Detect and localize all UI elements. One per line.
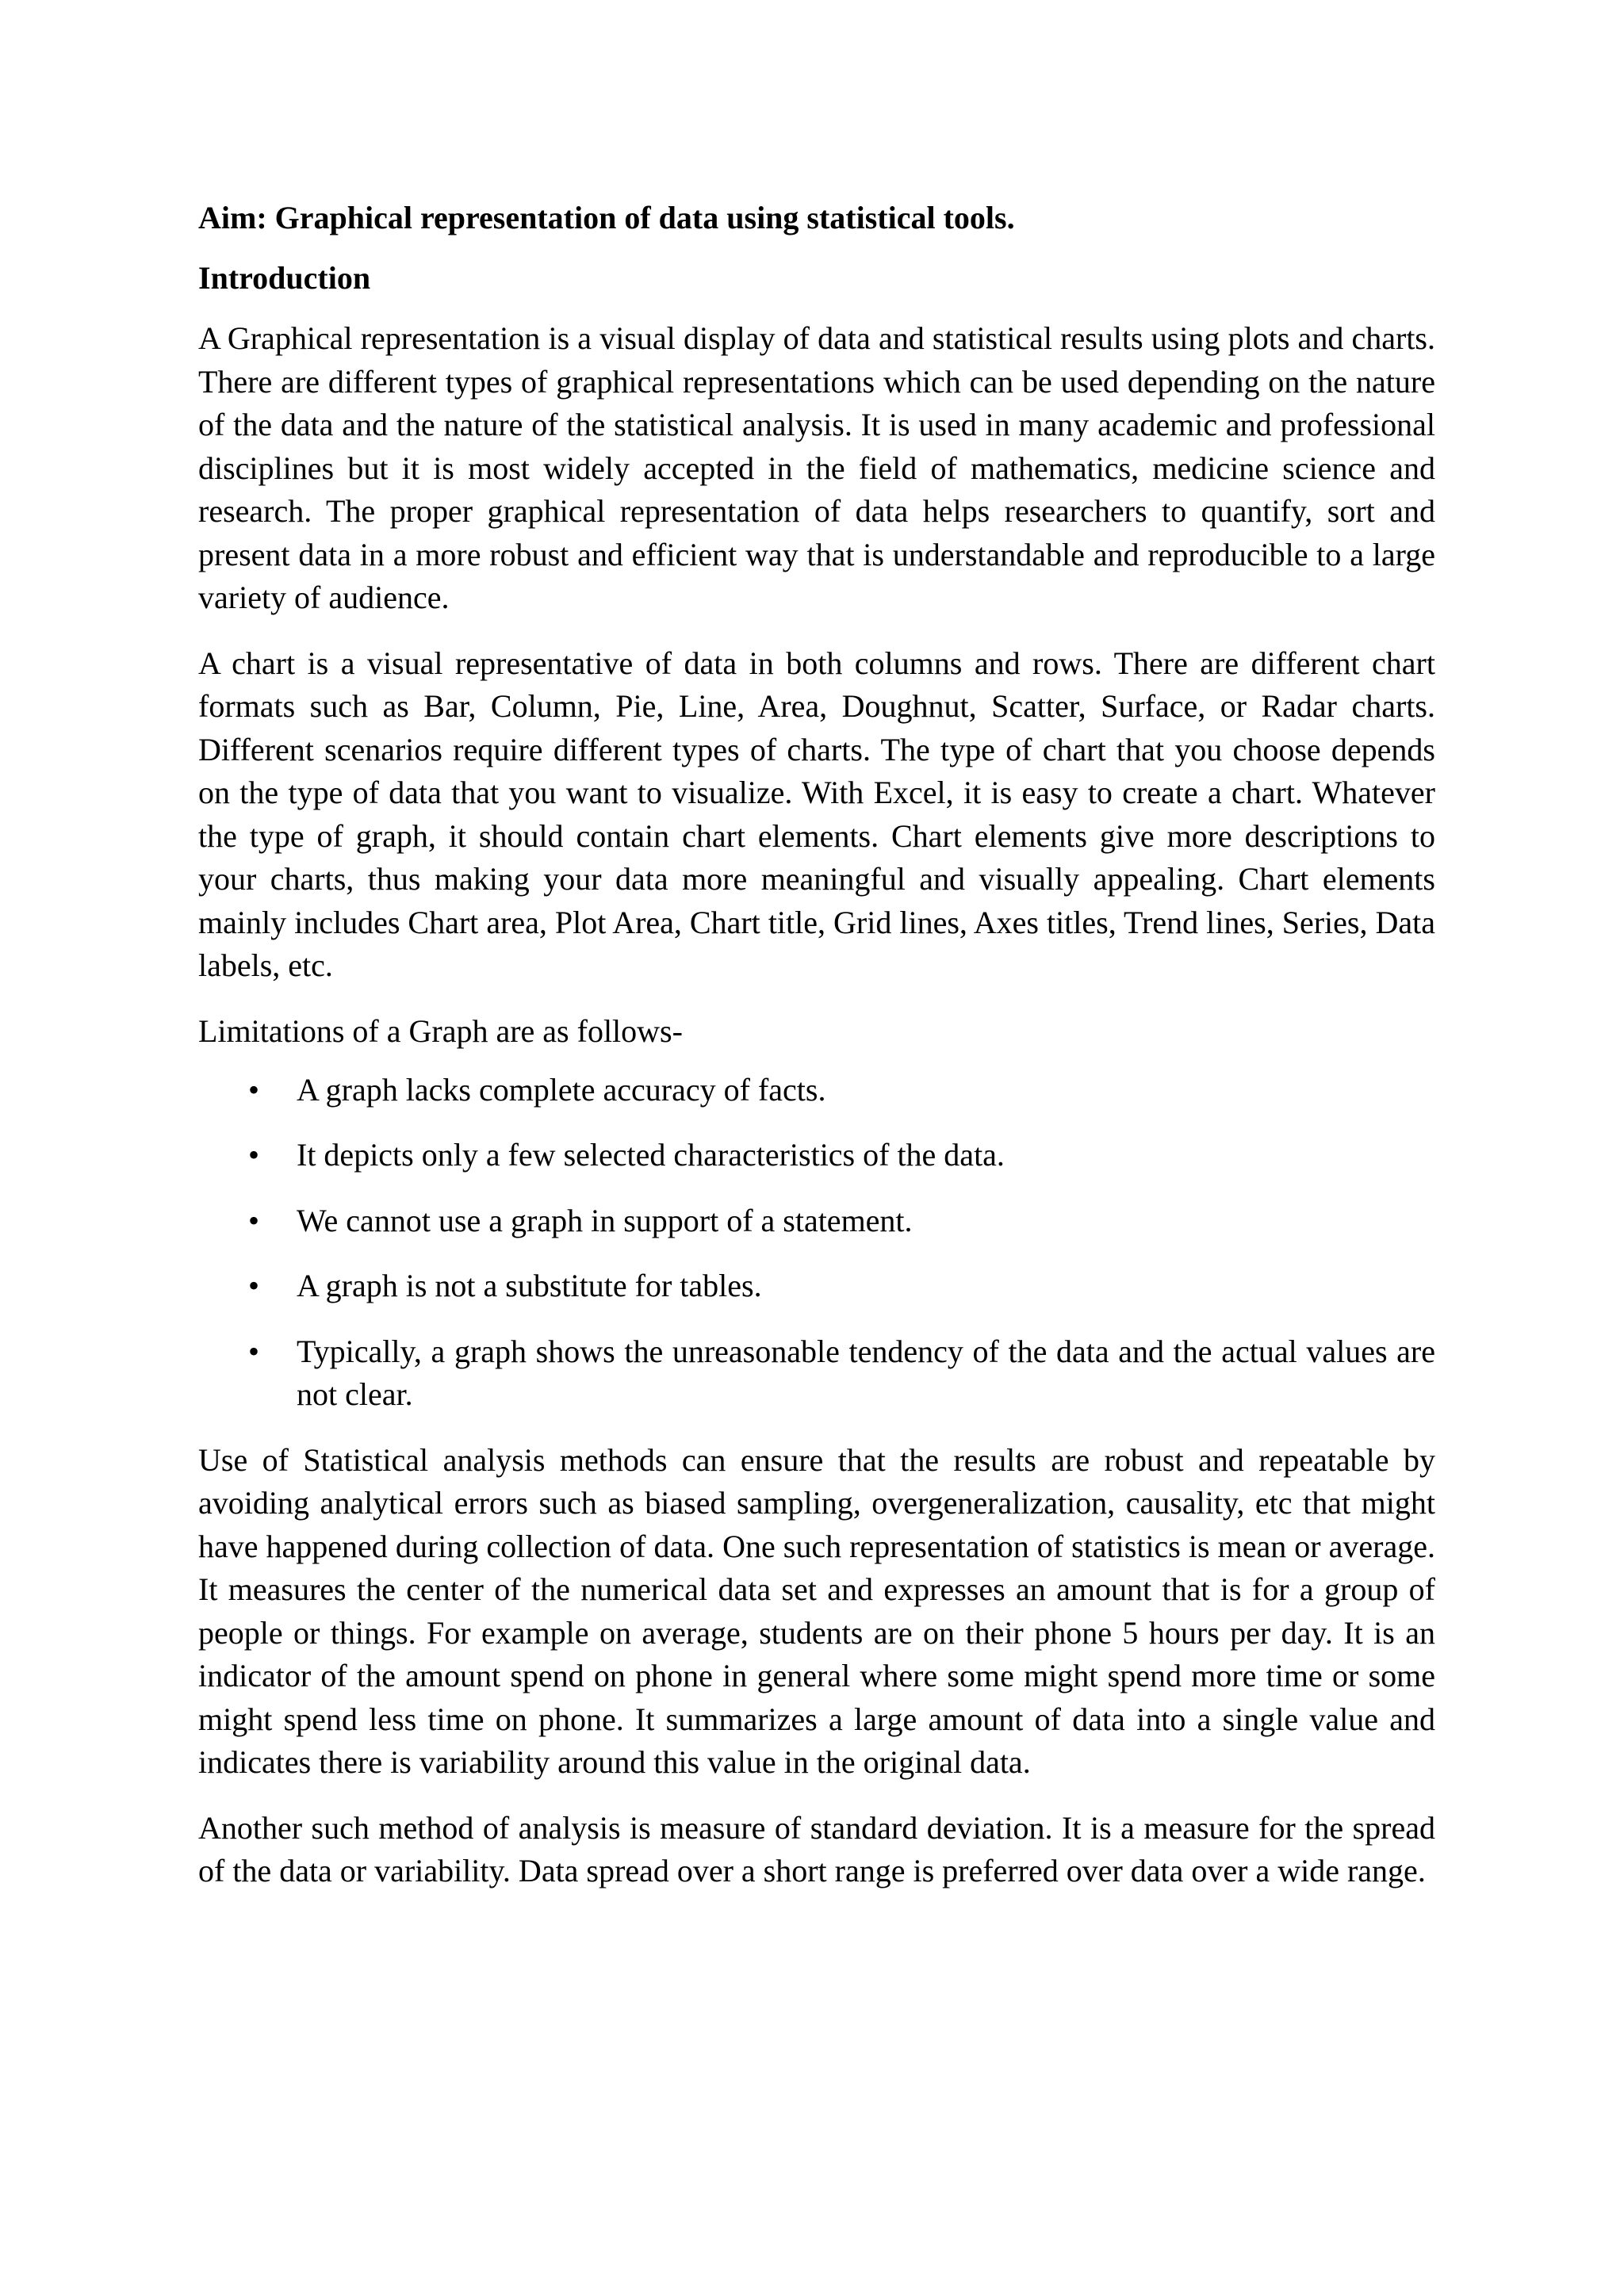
paragraph-statistical-analysis-mean: Use of Statistical analysis methods can ensure that the results are robust and repeatable by avoiding analytical errors such as biased sampling, overgeneralization, causality, etc that might have happened during collection of data. One such representation of statistics is mean or average. It measures the center of the numerical data set and expresses an amount that is for a group of people or things. For example on average, students are on their phone 5 hours per day. It is an indicator of the amount spend on phone in general where some might spend more time or some might spend less time on phone. It summarizes a large amount of data into a single value and indicates there is variability around this value in the original data. bbox=[198, 1441, 1435, 1780]
list-item bbox=[198, 1265, 1435, 1308]
list-item bbox=[198, 1330, 1435, 1417]
document-page bbox=[198, 197, 1435, 1915]
bullet-icon: • bbox=[248, 1333, 260, 1369]
bullet-icon: • bbox=[248, 1268, 260, 1303]
intro-paragraph-charts: A chart is a visual representative of data in both columns and rows. There are different chart formats such as Bar, Column, Pie, Line, Area, Doughnut, Scatter, Surface, or Radar charts. Different scenarios require different types of charts. The type of chart that you choose depends on the type of data that you want to visualize. With Excel, it is easy to create a chart. Whatever the type of graph, it should contain chart elements. Chart elements give more descriptions to your charts, thus making your data more meaningful and visually appealing. Chart elements mainly includes Chart area, Plot Area, Chart title, Grid lines, Axes titles, Trend lines, Series, Data labels, etc. bbox=[198, 645, 1435, 983]
list-item-text: A graph is not a substitute for tables. bbox=[297, 1268, 762, 1303]
aim-heading: Aim: Graphical representation of data using statistical tools. bbox=[198, 200, 1015, 235]
intro-paragraph-graphical-representation: A Graphical representation is a visual display of data and statistical results using plots and charts. There are different types of graphical representations which can be used depending on the nature of the data and the nature of the statistical analysis. It is used in many academic and professional disciplines but it is most widely accepted in the field of mathematics, medicine science and research. The proper graphical representation of data helps researchers to quantify, sort and present data in a more robust and efficient way that is understandable and reproducible to a large variety of audience. bbox=[198, 320, 1435, 615]
list-item bbox=[198, 1134, 1435, 1177]
list-item bbox=[198, 1200, 1435, 1243]
list-item-text: It depicts only a few selected characteristics of the data. bbox=[297, 1137, 1005, 1173]
paragraph-standard-deviation: Another such method of analysis is measure of standard deviation. It is a measure for the spread of the data or variability. Data spread over a short range is preferred over data over a wide range. bbox=[198, 1809, 1435, 1888]
limitations-list bbox=[198, 1069, 1435, 1417]
introduction-heading: Introduction bbox=[198, 260, 371, 296]
list-item-text: We cannot use a graph in support of a statement. bbox=[297, 1202, 913, 1238]
list-item bbox=[198, 1069, 1435, 1112]
list-item-text: A graph lacks complete accuracy of facts. bbox=[297, 1071, 826, 1108]
bullet-icon: • bbox=[248, 1137, 260, 1173]
bullet-icon: • bbox=[248, 1202, 260, 1238]
bullet-icon: • bbox=[248, 1071, 260, 1108]
limitations-lead: Limitations of a Graph are as follows- bbox=[198, 1012, 683, 1049]
list-item-text: Typically, a graph shows the unreasonable tendency of the data and the actual values are not clear. bbox=[297, 1333, 1435, 1412]
